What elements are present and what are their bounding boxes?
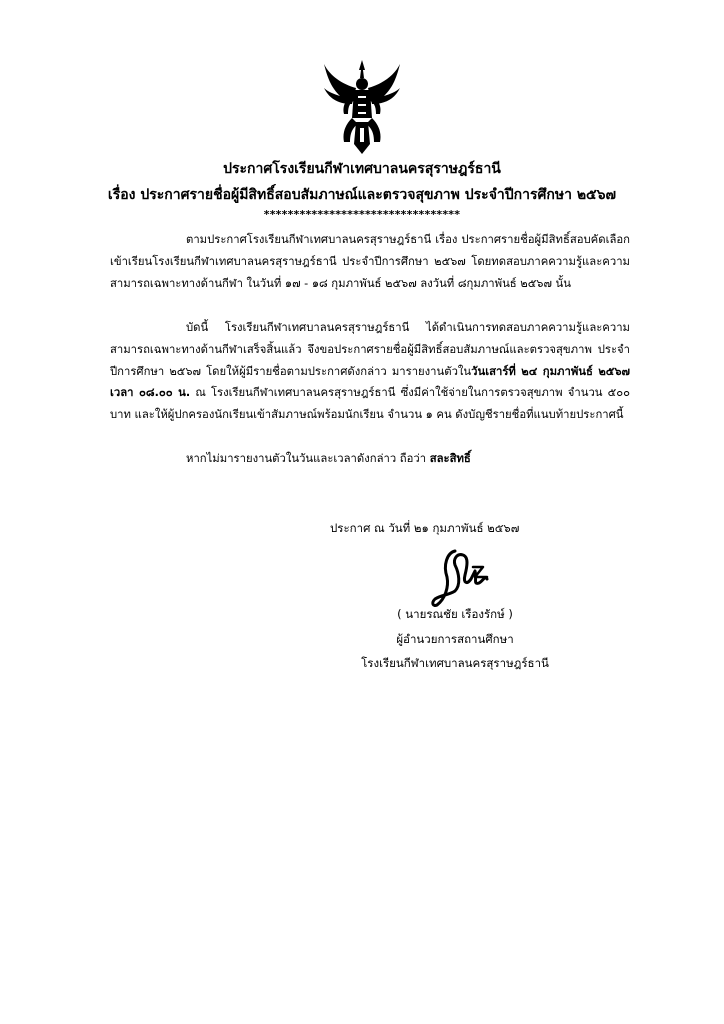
announcement-date: ประกาศ ณ วันที่ ๒๑ กุมภาพันธ์ ๒๕๖๗ bbox=[330, 521, 520, 535]
announcement-subject: เรื่อง ประกาศรายชื่อผู้มีสิทธิ์สอบสัมภาษณ์และตรวจสุขภาพ ประจำปีการศึกษา ๒๕๖๗ bbox=[107, 187, 617, 203]
handwritten-signature bbox=[425, 545, 495, 610]
paragraph-2 bbox=[110, 317, 630, 426]
report-date-highlight: วันเสาร์ที่ ๒๔ กุมภาพันธ์ ๒๕๖๗ เวลา ๐๘.๐๐ น. bbox=[110, 364, 631, 400]
signer-name: ( นายรณชัย เรืองรักษ์ ) bbox=[397, 607, 513, 621]
paragraph-1-text: ตามประกาศโรงเรียนกีฬาเทศบาลนครสุราษฎร์ธานี เรื่อง ประกาศรายชื่อผู้มีสิทธิ์สอบคัดเลือกเข้าเรียนโรงเรียนกีฬาเทศบาลนครสุราษฎร์ธานี ประจำปีการศึกษา ๒๕๖๗ โดยทดสอบภาคความรู้และความสามารถเฉพาะทางด้านกีฬา ในวันที่ ๑๗ - ๑๘ กุมภาพันธ์ ๒๕๖๗ ลงวันที่ ๘กุมภาพันธ์ ๒๕๖๗ นั้น bbox=[110, 233, 630, 290]
paragraph-3 bbox=[110, 448, 630, 470]
garuda-emblem bbox=[320, 58, 404, 156]
signer-position: ผู้อำนวยการสถานศึกษา bbox=[396, 632, 514, 646]
paragraph-2-text-a: บัดนี้ โรงเรียนกีฬาเทศบาลนครสุราษฎร์ธานี ได้ดำเนินการทดสอบภาคความรู้และความสามารถเฉพาะทางด้านกีฬาเสร็จสิ้นแล้ว จึงขอประกาศรายชื่อผู้มีสิทธิ์สอบสัมภาษณ์และตรวจสุขภาพ ประจำปีการศึกษา ๒๕๖๗ โดยให้ผู้มีรายชื่อตามประกาศดังกล่าว มารายงานตัวใน bbox=[110, 321, 630, 378]
paragraph-1 bbox=[110, 229, 630, 294]
paragraph-3-text: หากไม่มารายงานตัวในวันและเวลาดังกล่าว ถือว่า bbox=[186, 452, 430, 465]
paragraph-2-text-b: ณ โรงเรียนกีฬาเทศบาลนครสุราษฎร์ธานี ซึ่งมีค่าใช้จ่ายในการตรวจสุขภาพ จำนวน ๕๐๐ บาท และให้ผู้ปกครองนักเรียนเข้าสัมภาษณ์พร้อมนักเรียน จำนวน ๑ คน ดังบัญชีรายชื่อที่แนบท้ายประกาศนี้ bbox=[110, 386, 631, 422]
signer-organization: โรงเรียนกีฬาเทศบาลนครสุราษฎร์ธานี bbox=[361, 656, 549, 670]
separator-line: ********************************* bbox=[263, 208, 461, 221]
announcement-title: ประกาศโรงเรียนกีฬาเทศบาลนครสุราษฎร์ธานี bbox=[223, 161, 501, 177]
forfeit-highlight: สละสิทธิ์ bbox=[429, 452, 471, 465]
